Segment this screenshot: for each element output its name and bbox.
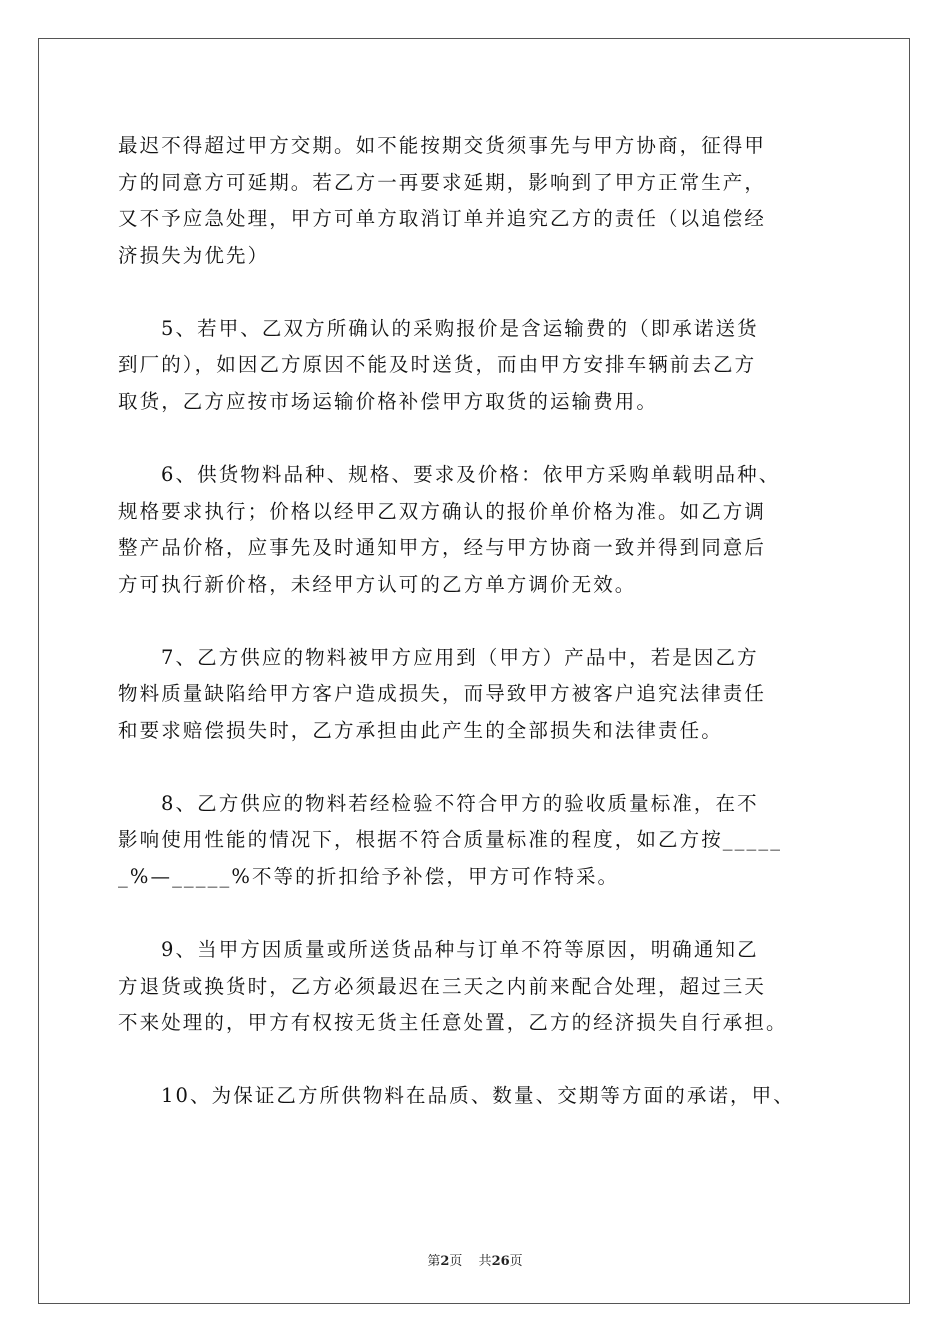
total-indicator — [479, 1254, 523, 1269]
paragraph — [118, 311, 858, 421]
paragraph-line: 方的同意方可延期。若乙方一再要求延期，影响到了甲方正常生产， — [118, 170, 767, 194]
paragraph-line: 5、若甲、乙双方所确认的采购报价是含运输费的（即承诺送货 — [161, 316, 759, 340]
paragraph-line: 物料质量缺陷给甲方客户造成损失，而导致甲方被客户追究法律责任 — [118, 682, 767, 706]
paragraph — [118, 786, 858, 896]
total-pages: 26 — [491, 1254, 510, 1269]
paragraph-line: 最迟不得超过甲方交期。如不能按期交货须事先与甲方协商，征得甲 — [118, 134, 767, 157]
paragraph-line: 到厂的），如因乙方原因不能及时送货，而由甲方安排车辆前去乙方 — [118, 353, 757, 377]
paragraph-line: 规格要求执行；价格以经甲乙双方确认的报价单价格为准。如乙方调 — [118, 499, 767, 523]
paragraph-line: 方退货或换货时，乙方必须最迟在三天之内前来配合处理，超过三天 — [118, 974, 767, 998]
paragraph-line: 7、乙方供应的物料被甲方应用到（甲方）产品中，若是因乙方 — [161, 645, 759, 669]
paragraph-line: 和要求赔偿损失时，乙方承担由此产生的全部损失和法律责任。 — [118, 718, 723, 742]
total-prefix: 共 — [478, 1254, 492, 1269]
page-prefix: 第 — [427, 1254, 441, 1269]
page-number: 2 — [440, 1254, 450, 1269]
paragraph — [118, 640, 858, 750]
paragraph — [118, 1078, 858, 1115]
paragraph-line: _%—_____%不等的折扣给予补偿，甲方可作特采。 — [118, 865, 620, 889]
paragraph — [118, 932, 858, 1042]
paragraph — [118, 128, 858, 274]
page-suffix: 页 — [449, 1254, 463, 1269]
paragraph-line: 不来处理的，甲方有权按无货主任意处置，乙方的经济损失自行承担。 — [118, 1011, 788, 1035]
paragraph-line: 10、为保证乙方所供物料在品质、数量、交期等方面的承诺，甲、 — [161, 1084, 795, 1108]
document-body — [118, 128, 858, 1151]
total-suffix: 页 — [509, 1254, 523, 1269]
page-indicator — [427, 1254, 462, 1269]
paragraph-line: 8、乙方供应的物料若经检验不符合甲方的验收质量标准，在不 — [161, 791, 759, 815]
paragraph-line: 整产品价格，应事先及时通知甲方，经与甲方协商一致并得到同意后 — [118, 536, 767, 560]
paragraph-line: 济损失为优先） — [118, 243, 270, 267]
paragraph-line: 取货，乙方应按市场运输价格补偿甲方取货的运输费用。 — [118, 389, 659, 413]
paragraph-line: 影响使用性能的情况下，根据不符合质量标准的程度，如乙方按_____ — [118, 828, 783, 852]
page-footer — [0, 1250, 950, 1269]
paragraph-line: 6、供货物料品种、规格、要求及价格：依甲方采购单载明品种、 — [161, 462, 781, 486]
paragraph-line: 又不予应急处理，甲方可单方取消订单并追究乙方的责任（以追偿经 — [118, 207, 767, 231]
paragraph-line: 9、当甲方因质量或所送货品种与订单不符等原因，明确通知乙 — [161, 938, 759, 962]
paragraph-line: 方可执行新价格，未经甲方认可的乙方单方调价无效。 — [118, 572, 637, 596]
paragraph — [118, 457, 858, 603]
